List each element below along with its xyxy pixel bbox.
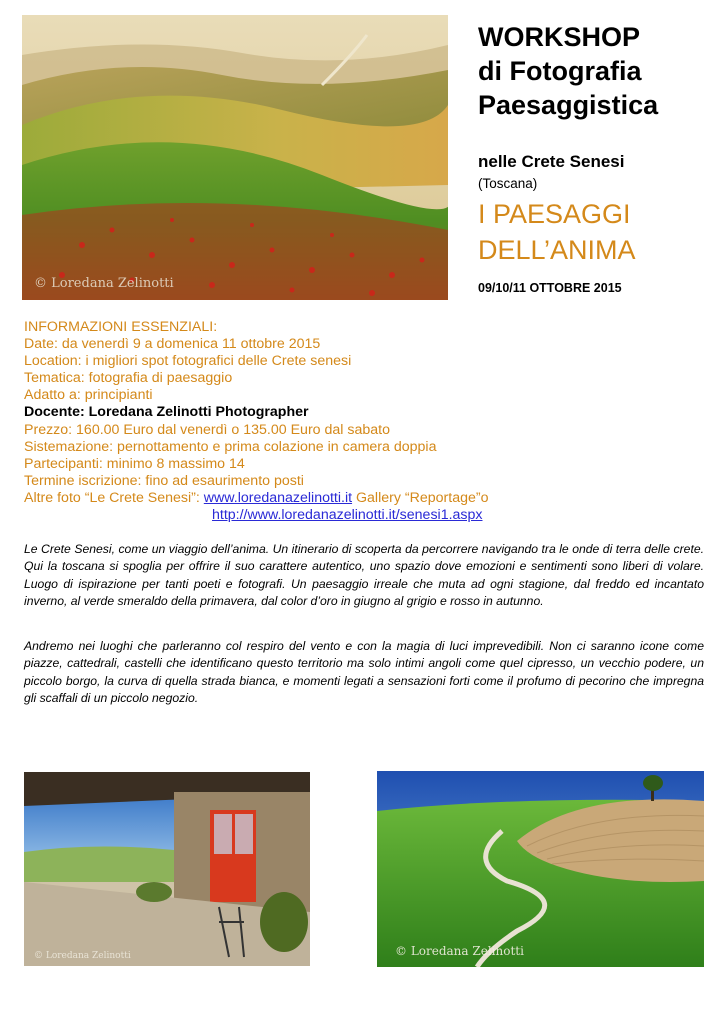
info-price: Prezzo: 160.00 Euro dal venerdì o 135.00 Euro dal sabato: [24, 421, 390, 438]
info-theme: Tematica: fotografia di paesaggio: [24, 370, 233, 387]
tagline-line: I PAESAGGI: [478, 199, 631, 229]
farmhouse-photo-icon: [24, 772, 310, 966]
info-audience: Adatto a: principianti: [24, 387, 153, 404]
more-photos-prefix: Altre foto “Le Crete Senesi”:: [24, 489, 204, 506]
road-tree-photo: [377, 771, 704, 967]
title-line: di Fotografia: [478, 56, 642, 86]
info-gallery-url: [24, 507, 684, 524]
gallery-link[interactable]: http://www.loredanazelinotti.it/senesi1.aspx: [212, 507, 483, 524]
region: (Toscana): [478, 176, 538, 191]
description-paragraph: Andremo nei luoghi che parleranno col respiro del vento e con la magia di luci imprevedibili. Non ci saranno icone come piazze, cattedrali, castelli che identificano questo territorio ma solo intimi angoli come quel cipresso, un vecchio podere, un piccolo borgo, la curva di quella strada bianca, e momenti legati a sensazioni forti come il profumo di pecorino che impregna gli scaffali di un piccolo negozio.: [24, 639, 704, 706]
road-tree-photo-icon: [377, 771, 704, 967]
tagline: [478, 196, 636, 268]
hero-landscape-photo: [22, 15, 448, 300]
landscape-photo-icon: [22, 15, 448, 300]
title-line: Paesaggistica: [478, 90, 659, 120]
title-line: WORKSHOP: [478, 22, 640, 52]
photo-right-watermark: © Loredana Zelinotti: [395, 944, 524, 958]
photo-left-watermark: © Loredana Zelinotti: [34, 951, 131, 961]
farmhouse-photo: [24, 772, 310, 966]
info-participants: Partecipanti: minimo 8 massimo 14: [24, 455, 245, 472]
info-more-photos: [24, 490, 684, 507]
info-heading: INFORMAZIONI ESSENZIALI:: [24, 319, 218, 335]
info-section: [24, 319, 684, 524]
info-lodging: Sistemazione: pernottamento e prima colazione in camera doppia: [24, 438, 437, 455]
workshop-title: [478, 20, 658, 122]
subtitle: nelle Crete Senesi: [478, 152, 625, 171]
tagline-line: DELL’ANIMA: [478, 235, 636, 265]
workshop-dates: 09/10/11 OTTOBRE 2015: [478, 281, 622, 295]
hero-watermark: © Loredana Zelinotti: [34, 276, 174, 291]
info-location: Location: i migliori spot fotografici delle Crete senesi: [24, 353, 352, 370]
more-photos-suffix: Gallery “Reportage”o: [352, 489, 489, 506]
info-date: Date: da venerdì 9 a domenica 11 ottobre 2015: [24, 336, 321, 353]
info-teacher: Docente: Loredana Zelinotti Photographer: [24, 404, 309, 421]
intro-paragraph: Le Crete Senesi, come un viaggio dell’anima. Un itinerario di scoperta da percorrere navigando tra le onde di terra delle crete. Qui la toscana si spoglia per offrire il suo carattere autentico, uno spazio dove emozioni e sentimenti sono liberi di volare. Luogo di ispirazione per tanti poeti e fotografi. Un paesaggio irreale che muta ad ogni stagione, dal freddo ed incantato inverno, al verde smeraldo della primavera, dal color d’oro in giugno al grigio e rosso in autunno.: [24, 542, 704, 609]
website-link[interactable]: www.loredanazelinotti.it: [203, 489, 353, 506]
info-deadline: Termine iscrizione: fino ad esaurimento posti: [24, 472, 304, 489]
